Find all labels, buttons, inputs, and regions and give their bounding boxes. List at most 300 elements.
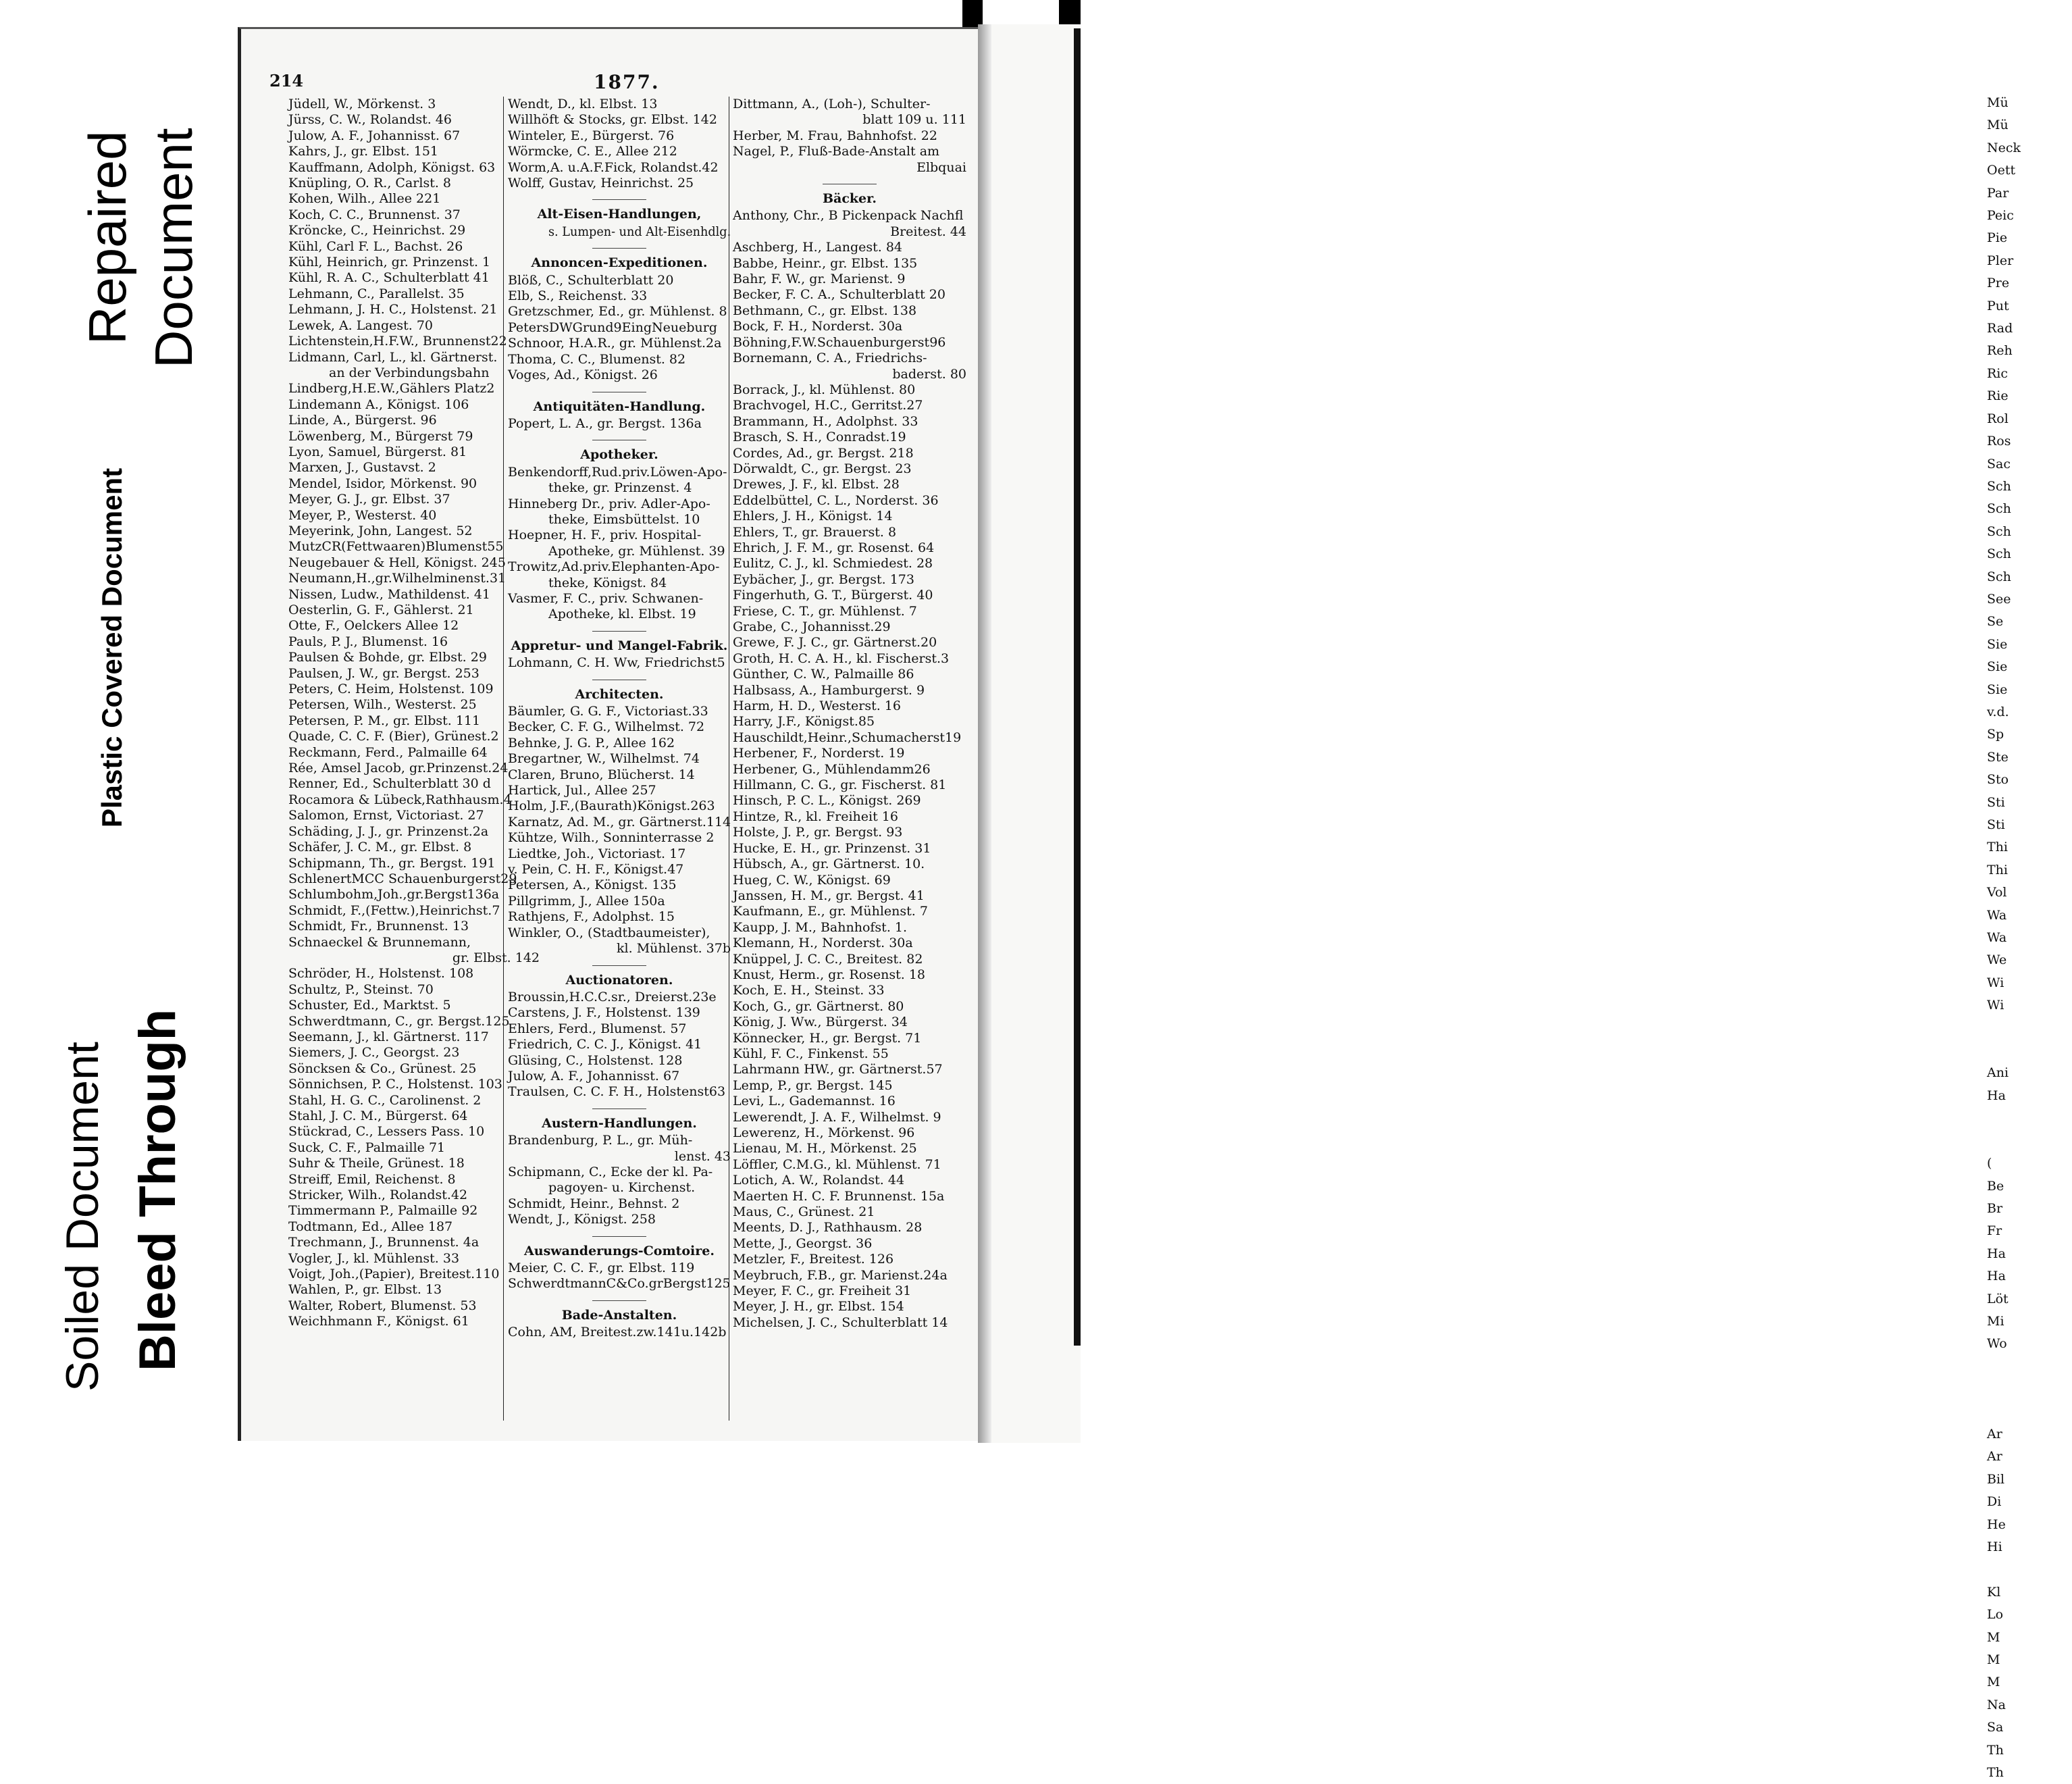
- facing-page-fragment: v.d.: [1987, 704, 2009, 719]
- directory-entry: Trechmann, J., Brunnenst. 4a: [288, 1235, 480, 1250]
- directory-entry: Bregartner, W., Wilhelmst. 74: [508, 751, 700, 767]
- directory-entry: Glüsing, C., Holstenst. 128: [508, 1052, 683, 1068]
- directory-entry: Liedtke, Joh., Victoriast. 17: [508, 846, 686, 861]
- directory-entry: Fingerhuth, G. T., Bürgerst. 40: [733, 588, 933, 603]
- directory-entry: Benkendorff,Rud.priv.Löwen-Apo-: [508, 464, 727, 480]
- facing-page-fragment: M: [1987, 1652, 2000, 1668]
- directory-entry: Broussin,H.C.C.sr., Dreierst.23e: [508, 989, 717, 1004]
- directory-entry: Klemann, H., Norderst. 30a: [733, 936, 913, 951]
- directory-entry: Könnecker, H., gr. Bergst. 71: [733, 1030, 922, 1046]
- facing-page-fragment: Ha: [1987, 1088, 2006, 1103]
- directory-entry: Lemp, P., gr. Bergst. 145: [733, 1077, 893, 1093]
- directory-entry: Meyer, P., Westerst. 40: [288, 507, 437, 523]
- directory-entry: Hillmann, C. G., gr. Fischerst. 81: [733, 778, 947, 793]
- directory-entry: Hucke, E. H., gr. Prinzenst. 31: [733, 840, 931, 856]
- directory-entry: Böhning,F.W.Schauenburgerst96: [733, 334, 946, 350]
- directory-entry: Bock, F. H., Norderst. 30a: [733, 319, 903, 334]
- directory-entry: Meyer, F. C., gr. Freiheit 31: [733, 1283, 912, 1299]
- facing-page-fragment: Ste: [1987, 749, 2009, 765]
- directory-entry: Halbsass, A., Hamburgerst. 9: [733, 682, 925, 698]
- directory-entry: Maerten H. C. F. Brunnenst. 15a: [733, 1188, 945, 1204]
- facing-page-fragment: [1987, 1378, 2072, 1400]
- facing-page-fragment: Ar: [1987, 1449, 2002, 1464]
- directory-entry: Lehmann, J. H. C., Holstenst. 21: [288, 302, 498, 317]
- facing-page-fragment: Reh: [1987, 343, 2013, 359]
- directory-column-1: [288, 97, 540, 1330]
- directory-entry: Lienau, M. H., Mörkenst. 25: [733, 1141, 917, 1156]
- directory-entry: Lidmann, Carl, L., kl. Gärtnerst.: [288, 349, 498, 365]
- directory-entry: Lichtenstein,H.F.W., Brunnenst22: [288, 334, 507, 349]
- section-heading: Annoncen-Expeditionen.: [508, 248, 731, 271]
- facing-page-fragment: Rol: [1987, 411, 2009, 426]
- directory-entry: Petersen, Wilh., Westerst. 25: [288, 697, 477, 713]
- directory-entry: Herbener, F., Norderst. 19: [733, 746, 905, 761]
- side-labels: [0, 0, 203, 1471]
- page-year: 1877.: [594, 71, 660, 93]
- section-heading: Architecten.: [508, 680, 731, 703]
- directory-entry: Rocamora & Lübeck,Rathhausm.4: [288, 792, 512, 807]
- directory-entry: Meyer, J. H., gr. Elbst. 154: [733, 1299, 904, 1315]
- directory-entry: Ehlers, Ferd., Blumenst. 57: [508, 1021, 687, 1036]
- entry-continuation: theke, Königst. 84: [548, 575, 667, 590]
- facing-page-fragment: Pler: [1987, 253, 2014, 268]
- directory-entry: Lewerendt, J. A. F., Wilhelmst. 9: [733, 1109, 941, 1125]
- directory-entry: Kahrs, J., gr. Elbst. 151: [288, 144, 439, 159]
- directory-entry: Friedrich, C. C. J., Königst. 41: [508, 1037, 702, 1052]
- directory-entry: Schultz, P., Steinst. 70: [288, 982, 434, 997]
- directory-entry: Metzler, F., Breitest. 126: [733, 1252, 894, 1267]
- facing-page-fragment: Sto: [1987, 772, 2009, 788]
- directory-entry: Babbe, Heinr., gr. Elbst. 135: [733, 255, 918, 271]
- facing-page-fragment: Ha: [1987, 1269, 2006, 1284]
- directory-entry: Janssen, H. M., gr. Bergst. 41: [733, 888, 925, 903]
- facing-page-fragment: [1987, 1040, 2072, 1062]
- directory-entry: Peters, C. Heim, Holstenst. 109: [288, 682, 494, 697]
- directory-entry: Rathjens, F., Adolphst. 15: [508, 909, 675, 925]
- facing-page-fragment: Sie: [1987, 682, 2008, 697]
- directory-entry: Lindberg,H.E.W.,Gählers Platz2: [288, 381, 495, 397]
- directory-entry: Meyer, G. J., gr. Elbst. 37: [288, 492, 450, 507]
- directory-entry: Rée, Amsel Jacob, gr.Prinzenst.24: [288, 761, 509, 776]
- directory-entry: König, J. Ww., Bürgerst. 34: [733, 1015, 908, 1030]
- directory-entry: Vasmer, F. C., priv. Schwanen-: [508, 590, 704, 606]
- directory-column-2: [508, 97, 731, 1341]
- directory-entry: Wolff, Gustav, Heinrichst. 25: [508, 176, 694, 191]
- entry-continuation: an der Verbindungsbahn: [329, 365, 490, 380]
- directory-entry: Günther, C. W., Palmaille 86: [733, 667, 914, 682]
- section-heading: Apotheker.: [508, 440, 731, 463]
- directory-entry: Lewek, A. Langest. 70: [288, 317, 433, 333]
- directory-entry: Quade, C. C. F. (Bier), Grünest.2: [288, 729, 499, 744]
- facing-page-fragments: [1987, 92, 2072, 1784]
- facing-page-fragment: Sch: [1987, 569, 2011, 584]
- facing-page-fragment: Pie: [1987, 230, 2008, 246]
- cross-reference: s. Lumpen- und Alt-Eisenhdlg.: [548, 224, 731, 239]
- facing-page-fragment: Sti: [1987, 817, 2005, 832]
- directory-entry: Kohen, Wilh., Allee 221: [288, 191, 441, 207]
- entry-continuation: theke, gr. Prinzenst. 4: [548, 480, 692, 496]
- facing-page-fragment: Hi: [1987, 1539, 2002, 1554]
- facing-page-fragment: Na: [1987, 1697, 2006, 1712]
- directory-entry: Blöß, C., Schulterblatt 20: [508, 272, 674, 288]
- directory-entry: Hinneberg Dr., priv. Adler-Apo-: [508, 496, 710, 511]
- facing-page-fragment: Mü: [1987, 118, 2009, 133]
- facing-page-fragment: Di: [1987, 1494, 2002, 1510]
- directory-entry: Mette, J., Georgst. 36: [733, 1235, 873, 1251]
- facing-page-fragment: [1987, 1107, 2072, 1129]
- directory-entry: Eddelbüttel, C. L., Norderst. 36: [733, 492, 939, 508]
- directory-entry: Schmidt, Fr., Brunnenst. 13: [288, 919, 469, 934]
- directory-entry: Schipmann, Th., gr. Bergst. 191: [288, 855, 496, 871]
- directory-entry: Voges, Ad., Königst. 26: [508, 367, 658, 383]
- facing-page-fragment: Be: [1987, 1178, 2004, 1194]
- directory-entry: Koch, G., gr. Gärtnerst. 80: [733, 998, 904, 1014]
- section-heading: Bade-Anstalten.: [508, 1300, 731, 1323]
- directory-entry: Schuster, Ed., Marktst. 5: [288, 998, 451, 1013]
- directory-entry: Bäumler, G. G. F., Victoriast.33: [508, 704, 708, 719]
- facing-page-fragment: M: [1987, 1629, 2000, 1645]
- facing-page-fragment: Br: [1987, 1200, 2003, 1216]
- scan-edge: [1074, 28, 1081, 1346]
- directory-entry: Reckmann, Ferd., Palmaille 64: [288, 744, 488, 760]
- directory-entry: Stricker, Wilh., Rolandst.42: [288, 1188, 468, 1203]
- section-heading: Antiquitäten-Handlung.: [508, 392, 731, 415]
- directory-entry: Petersen, P. M., gr. Elbst. 111: [288, 713, 481, 728]
- directory-entry: Behnke, J. G. P., Allee 162: [508, 735, 675, 750]
- facing-page-fragment: Sch: [1987, 524, 2011, 539]
- directory-entry: Schröder, H., Holstenst. 108: [288, 966, 474, 982]
- directory-entry: Dittmann, A., (Loh-), Schulter-: [733, 97, 931, 111]
- directory-entry: Julow, A. F., Johannisst. 67: [288, 128, 461, 143]
- directory-entry: Vogler, J., kl. Mühlenst. 33: [288, 1250, 460, 1266]
- directory-entry: Winkler, O., (Stadtbaumeister),: [508, 925, 710, 940]
- directory-entry: Brammann, H., Adolphst. 33: [733, 413, 918, 429]
- facing-page-fragment: Wa: [1987, 930, 2007, 946]
- directory-entry: Lahrmann HW., gr. Gärtnerst.57: [733, 1062, 943, 1077]
- directory-entry: Brandenburg, P. L., gr. Müh-: [508, 1133, 693, 1148]
- directory-entry: Holm, J.F.,(Baurath)Königst.263: [508, 798, 715, 814]
- section-heading: Alt-Eisen-Handlungen,: [508, 199, 731, 222]
- directory-entry: Carstens, J. F., Holstenst. 139: [508, 1005, 700, 1021]
- directory-entry: Neugebauer & Hell, Königst. 245: [288, 555, 506, 570]
- directory-entry: Schäfer, J. C. M., gr. Elbst. 8: [288, 840, 472, 855]
- directory-entry: Stahl, J. C. M., Bürgerst. 64: [288, 1108, 468, 1123]
- directory-entry: Schmidt, F.,(Fettw.),Heinrichst.7: [288, 902, 500, 918]
- directory-entry: Hintze, R., kl. Freiheit 16: [733, 809, 898, 824]
- directory-entry: Bethmann, C., gr. Elbst. 138: [733, 303, 917, 318]
- facing-page-fragment: Th: [1987, 1765, 2004, 1781]
- directory-entry: Brachvogel, H.C., Gerritst.27: [733, 398, 923, 413]
- directory-entry: Weichhmann F., Königst. 61: [288, 1314, 469, 1329]
- directory-entry: Voigt, Joh.,(Papier), Breitest.110: [288, 1267, 500, 1282]
- facing-page-fragment: Sie: [1987, 659, 2008, 675]
- directory-entry: Holste, J. P., gr. Bergst. 93: [733, 825, 903, 840]
- directory-entry: Grewe, F. J. C., gr. Gärtnerst.20: [733, 635, 937, 651]
- plastic-covered-label: Plastic Covered Document: [96, 467, 128, 827]
- directory-entry: Schäding, J. J., gr. Prinzenst.2a: [288, 823, 489, 839]
- directory-entry: Ehlers, J. H., Königst. 14: [733, 509, 893, 524]
- facing-page-fragment: Sch: [1987, 501, 2011, 517]
- directory-entry: Hoepner, H. F., priv. Hospital-: [508, 528, 702, 543]
- directory-entry: Neumann,H.,gr.Wilhelminenst.31: [288, 571, 507, 586]
- directory-entry: Anthony, Chr., B Pickenpack Nachfl: [733, 208, 964, 224]
- facing-page-strip: [991, 24, 2021, 1781]
- facing-page-fragment: [1987, 1017, 2072, 1040]
- directory-entry: Ehrich, J. F. M., gr. Rosenst. 64: [733, 540, 935, 555]
- directory-entry: Wendt, J., Königst. 258: [508, 1212, 656, 1227]
- entry-continuation: theke, Eimsbüttelst. 10: [548, 511, 700, 527]
- section-heading: Auctionatoren.: [508, 965, 731, 988]
- directory-entry: Löwenberg, M., Bürgerst 79: [288, 428, 473, 444]
- entry-continuation: baderst. 80: [892, 366, 966, 382]
- directory-entry: Suck, C. F., Palmaille 71: [288, 1140, 446, 1155]
- facing-page-fragment: Pre: [1987, 276, 2010, 291]
- directory-entry: Kauffmann, Adolph, Königst. 63: [288, 159, 496, 175]
- directory-page: [238, 27, 983, 1441]
- directory-entry: Knust, Herm., gr. Rosenst. 18: [733, 967, 926, 982]
- directory-entry: Claren, Bruno, Blücherst. 14: [508, 767, 695, 782]
- directory-entry: v. Pein, C. H. F., Königst.47: [508, 862, 684, 877]
- facing-page-fragment: Wi: [1987, 998, 2004, 1013]
- directory-entry: Drewes, J. F., kl. Elbst. 28: [733, 477, 900, 492]
- facing-page-fragment: Sch: [1987, 546, 2011, 562]
- directory-entry: Cohn, AM, Breitest.zw.141u.142b: [508, 1325, 727, 1340]
- entry-continuation: Elbquai: [916, 159, 966, 175]
- directory-entry: Becker, C. F. G., Wilhelmst. 72: [508, 719, 705, 735]
- directory-entry: Bahr, F. W., gr. Marienst. 9: [733, 272, 906, 287]
- page-gutter: [978, 24, 991, 1443]
- directory-entry: Traulsen, C. C. F. H., Holstenst63: [508, 1084, 726, 1100]
- facing-page-fragment: [1987, 1401, 2072, 1423]
- directory-entry: Kröncke, C., Heinrichst. 29: [288, 223, 466, 238]
- directory-entry: Jüdell, W., Mörkenst. 3: [288, 97, 436, 111]
- entry-continuation: Apotheke, kl. Elbst. 19: [548, 607, 696, 622]
- directory-entry: Eulitz, C. J., kl. Schmiedest. 28: [733, 556, 933, 571]
- facing-page-fragment: Sie: [1987, 636, 2008, 652]
- directory-entry: Cordes, Ad., gr. Bergst. 218: [733, 445, 914, 461]
- directory-entry: Pillgrimm, J., Allee 150a: [508, 893, 665, 909]
- directory-entry: Brasch, S. H., Conradst.19: [733, 430, 906, 445]
- facing-page-fragment: Sp: [1987, 727, 2004, 742]
- directory-entry: Kühl, Carl F. L., Bachst. 26: [288, 238, 463, 254]
- facing-page-fragment: M: [1987, 1675, 2000, 1690]
- directory-entry: Harry, J.F., Königst.85: [733, 714, 875, 730]
- directory-entry: Seemann, J., kl. Gärtnerst. 117: [288, 1029, 489, 1044]
- directory-entry: Kühtze, Wilh., Sonninterrasse 2: [508, 830, 715, 846]
- facing-page-fragment: Thi: [1987, 862, 2008, 877]
- facing-page-fragment: Sti: [1987, 794, 2005, 810]
- directory-entry: Bornemann, C. A., Friedrichs-: [733, 351, 927, 366]
- directory-entry: Winteler, E., Bürgerst. 76: [508, 128, 675, 143]
- facing-page-fragment: Put: [1987, 298, 2009, 313]
- facing-page-fragment: [1987, 1558, 2072, 1581]
- directory-entry: Schnoor, H.A.R., gr. Mühlenst.2a: [508, 336, 722, 351]
- facing-page-fragment: Oett: [1987, 163, 2016, 178]
- directory-entry: Petersen, A., Königst. 135: [508, 877, 677, 893]
- facing-page-fragment: Ric: [1987, 365, 2009, 381]
- facing-page-fragment: Sa: [1987, 1720, 2004, 1735]
- facing-page-fragment: He: [1987, 1517, 2006, 1532]
- directory-entry: Lotich, A. W., Rolandst. 44: [733, 1173, 905, 1188]
- directory-entry: Nagel, P., Fluß-Bade-Anstalt am: [733, 144, 940, 159]
- directory-entry: Wahlen, P., gr. Elbst. 13: [288, 1282, 442, 1298]
- repaired-document-label: Document: [144, 128, 203, 368]
- page-number: 214: [269, 71, 304, 91]
- facing-page-fragment: Peic: [1987, 208, 2014, 224]
- directory-entry: Paulsen, J. W., gr. Bergst. 253: [288, 665, 480, 681]
- directory-entry: Kaufmann, E., gr. Mühlenst. 7: [733, 904, 928, 919]
- facing-page-fragment: Kl: [1987, 1584, 2001, 1600]
- entry-continuation: Apotheke, gr. Mühlenst. 39: [548, 543, 725, 559]
- facing-page-fragment: Rad: [1987, 321, 2013, 336]
- directory-entry: Sönnichsen, P. C., Holstenst. 103: [288, 1077, 502, 1092]
- entry-continuation: pagoyen- u. Kirchenst.: [548, 1180, 696, 1196]
- directory-entry: Oesterlin, G. F., Gählerst. 21: [288, 603, 474, 617]
- directory-entry: Michelsen, J. C., Schulterblatt 14: [733, 1315, 948, 1330]
- directory-entry: Kühl, R. A. C., Schulterblatt 41: [288, 270, 490, 286]
- directory-entry: Dörwaldt, C., gr. Bergst. 23: [733, 461, 912, 476]
- facing-page-fragment: Vol: [1987, 885, 2007, 900]
- facing-page-fragment: Lo: [1987, 1607, 2004, 1623]
- soiled-document-label: Soiled Document: [57, 1042, 108, 1392]
- directory-entry: Söncksen & Co., Grünest. 25: [288, 1061, 477, 1076]
- directory-entry: Trowitz,Ad.priv.Elephanten-Apo-: [508, 559, 720, 575]
- directory-entry: Harm, H. D., Westerst. 16: [733, 698, 901, 714]
- directory-entry: Herbener, G., Mühlendamm26: [733, 761, 931, 777]
- page-header: [269, 71, 979, 98]
- facing-page-fragment: Wo: [1987, 1336, 2007, 1352]
- directory-entry: Hinsch, P. C. L., Königst. 269: [733, 793, 921, 809]
- directory-entry: Elb, S., Reichenst. 33: [508, 288, 648, 304]
- facing-page-fragment: Th: [1987, 1742, 2004, 1758]
- directory-entry: Koch, E. H., Steinst. 33: [733, 983, 885, 998]
- directory-entry: Kühl, Heinrich, gr. Prinzenst. 1: [288, 255, 491, 270]
- facing-page-fragment: Wa: [1987, 907, 2007, 923]
- section-heading: Bäcker.: [733, 184, 966, 207]
- facing-page-fragment: Bil: [1987, 1471, 2005, 1487]
- directory-entry: MutzCR(Fettwaaren)Blumenst55: [288, 539, 504, 555]
- bleed-through-label: Bleed Through: [129, 1009, 186, 1371]
- directory-entry: Koch, C. C., Brunnenst. 37: [288, 207, 461, 222]
- section-heading: Auswanderungs-Comtoire.: [508, 1236, 731, 1259]
- directory-entry: Suhr & Theile, Grünest. 18: [288, 1156, 465, 1171]
- directory-column-3: [733, 97, 966, 1331]
- directory-entry: Todtmann, Ed., Allee 187: [288, 1219, 453, 1234]
- directory-entry: Eybächer, J., gr. Bergst. 173: [733, 571, 914, 587]
- directory-entry: Thoma, C. C., Blumenst. 82: [508, 351, 686, 367]
- directory-entry: Kühl, F. C., Finkenst. 55: [733, 1046, 889, 1061]
- directory-entry: Linde, A., Bürgerst. 96: [288, 413, 437, 428]
- directory-entry: Walter, Robert, Blumenst. 53: [288, 1298, 477, 1313]
- directory-entry: Streiff, Emil, Reichenst. 8: [288, 1171, 456, 1187]
- directory-entry: Nissen, Ludw., Mathildenst. 41: [288, 586, 490, 602]
- directory-entry: Schipmann, C., Ecke der kl. Pa-: [508, 1164, 713, 1179]
- directory-entry: Worm,A. u.A.F.Fick, Rolandst.42: [508, 159, 719, 175]
- facing-page-fragment: (: [1987, 1156, 1992, 1171]
- directory-entry: Levi, L., Gademannst. 16: [733, 1094, 896, 1109]
- directory-entry: Popert, L. A., gr. Bergst. 136a: [508, 415, 702, 431]
- directory-entry: Wörmcke, C. E., Allee 212: [508, 144, 677, 159]
- directory-entry: Hauschildt,Heinr.,Schumacherst19: [733, 730, 962, 745]
- directory-entry: Schmidt, Heinr., Behnst. 2: [508, 1196, 680, 1211]
- facing-page-fragment: Löt: [1987, 1291, 2009, 1306]
- directory-entry: Karnatz, Ad. M., gr. Gärtnerst.114: [508, 814, 731, 830]
- directory-entry: Hartick, Jul., Allee 257: [508, 783, 656, 798]
- directory-entry: Groth, H. C. A. H., kl. Fischerst.3: [733, 651, 950, 666]
- directory-entry: Maus, C., Grünest. 21: [733, 1204, 875, 1220]
- facing-page-fragment: See: [1987, 591, 2011, 607]
- directory-entry: Julow, A. F., Johannisst. 67: [508, 1068, 680, 1084]
- directory-entry: Lehmann, C., Parallelst. 35: [288, 286, 465, 301]
- facing-page-fragment: Sch: [1987, 478, 2011, 494]
- directory-entry: Löffler, C.M.G., kl. Mühlenst. 71: [733, 1156, 941, 1172]
- directory-entry: Stückrad, C., Lessers Pass. 10: [288, 1124, 485, 1140]
- section-heading: Appretur- und Mangel-Fabrik.: [508, 631, 731, 654]
- facing-page-fragment: [1987, 1130, 2072, 1152]
- facing-page-fragment: Ani: [1987, 1065, 2009, 1081]
- directory-entry: Otte, F., Oelckers Allee 12: [288, 618, 459, 634]
- facing-page-fragment: Neck: [1987, 140, 2021, 155]
- facing-page-fragment: We: [1987, 952, 2007, 968]
- facing-page-fragment: Sac: [1987, 456, 2011, 472]
- directory-entry: Meyerink, John, Langest. 52: [288, 523, 473, 538]
- facing-page-fragment: Ha: [1987, 1246, 2006, 1261]
- entry-continuation: kl. Mühlenst. 37b: [617, 941, 731, 957]
- directory-entry: Borrack, J., kl. Mühlenst. 80: [733, 382, 916, 397]
- section-heading: Austern-Handlungen.: [508, 1108, 731, 1131]
- facing-page-fragment: Fr: [1987, 1223, 2002, 1239]
- directory-entry: Ehlers, T., gr. Brauerst. 8: [733, 524, 897, 540]
- directory-entry: PetersDWGrund9EingNeueburg: [508, 320, 717, 335]
- directory-entry: Meybruch, F.B., gr. Marienst.24a: [733, 1267, 948, 1283]
- directory-entry: Schwerdtmann, C., gr. Bergst.125: [288, 1013, 510, 1029]
- directory-entry: Schlumbohm,Joh.,gr.Bergst136a: [288, 887, 500, 902]
- directory-entry: Siemers, J. C., Georgst. 23: [288, 1045, 460, 1061]
- facing-page-fragment: Rie: [1987, 388, 2009, 404]
- directory-entry: Knüpling, O. R., Carlst. 8: [288, 176, 452, 191]
- directory-entry: Lindemann A., Königst. 106: [288, 397, 469, 412]
- directory-entry: Stahl, H. G. C., Carolinenst. 2: [288, 1092, 482, 1108]
- directory-entry: Jürss, C. W., Rolandst. 46: [288, 112, 452, 128]
- directory-entry: Marxen, J., Gustavst. 2: [288, 460, 436, 476]
- facing-page-fragment: Ros: [1987, 434, 2011, 449]
- directory-entry: Willhöft & Stocks, gr. Elbst. 142: [508, 112, 717, 128]
- directory-entry: Paulsen & Bohde, gr. Elbst. 29: [288, 650, 487, 665]
- facing-page-fragment: Ar: [1987, 1426, 2002, 1442]
- directory-entry: Lewerenz, H., Mörkenst. 96: [733, 1125, 915, 1140]
- facing-page-fragment: Mü: [1987, 95, 2009, 110]
- entry-continuation: blatt 109 u. 111: [862, 112, 966, 128]
- facing-page-fragment: [1987, 1356, 2072, 1378]
- entry-continuation: Breitest. 44: [890, 224, 966, 239]
- directory-entry: Timmermann P., Palmaille 92: [288, 1203, 478, 1219]
- facing-page-fragment: Thi: [1987, 840, 2008, 855]
- directory-entry: Hübsch, A., gr. Gärtnerst. 10.: [733, 857, 925, 872]
- facing-page-fragment: Par: [1987, 185, 2009, 201]
- directory-entry: Becker, F. C. A., Schulterblatt 20: [733, 287, 946, 303]
- directory-entry: Hueg, C. W., Königst. 69: [733, 872, 891, 888]
- directory-entry: Meents, D. J., Rathhausm. 28: [733, 1220, 923, 1235]
- directory-entry: SchlenertMCC Schauenburgerst29: [288, 871, 517, 886]
- directory-entry: Herber, M. Frau, Bahnhofst. 22: [733, 128, 937, 143]
- directory-entry: Aschberg, H., Langest. 84: [733, 240, 902, 255]
- facing-page-fragment: Wi: [1987, 975, 2004, 990]
- directory-entry: Grabe, C., Johannisst.29: [733, 619, 891, 634]
- directory-entry: Renner, Ed., Schulterblatt 30 d: [288, 776, 491, 792]
- directory-entry: Lohmann, C. H. Ww, Friedrichst5: [508, 655, 725, 671]
- directory-entry: Schnaeckel & Brunnemann,: [288, 934, 471, 950]
- directory-entry: SchwerdtmannC&Co.grBergst125: [508, 1276, 731, 1292]
